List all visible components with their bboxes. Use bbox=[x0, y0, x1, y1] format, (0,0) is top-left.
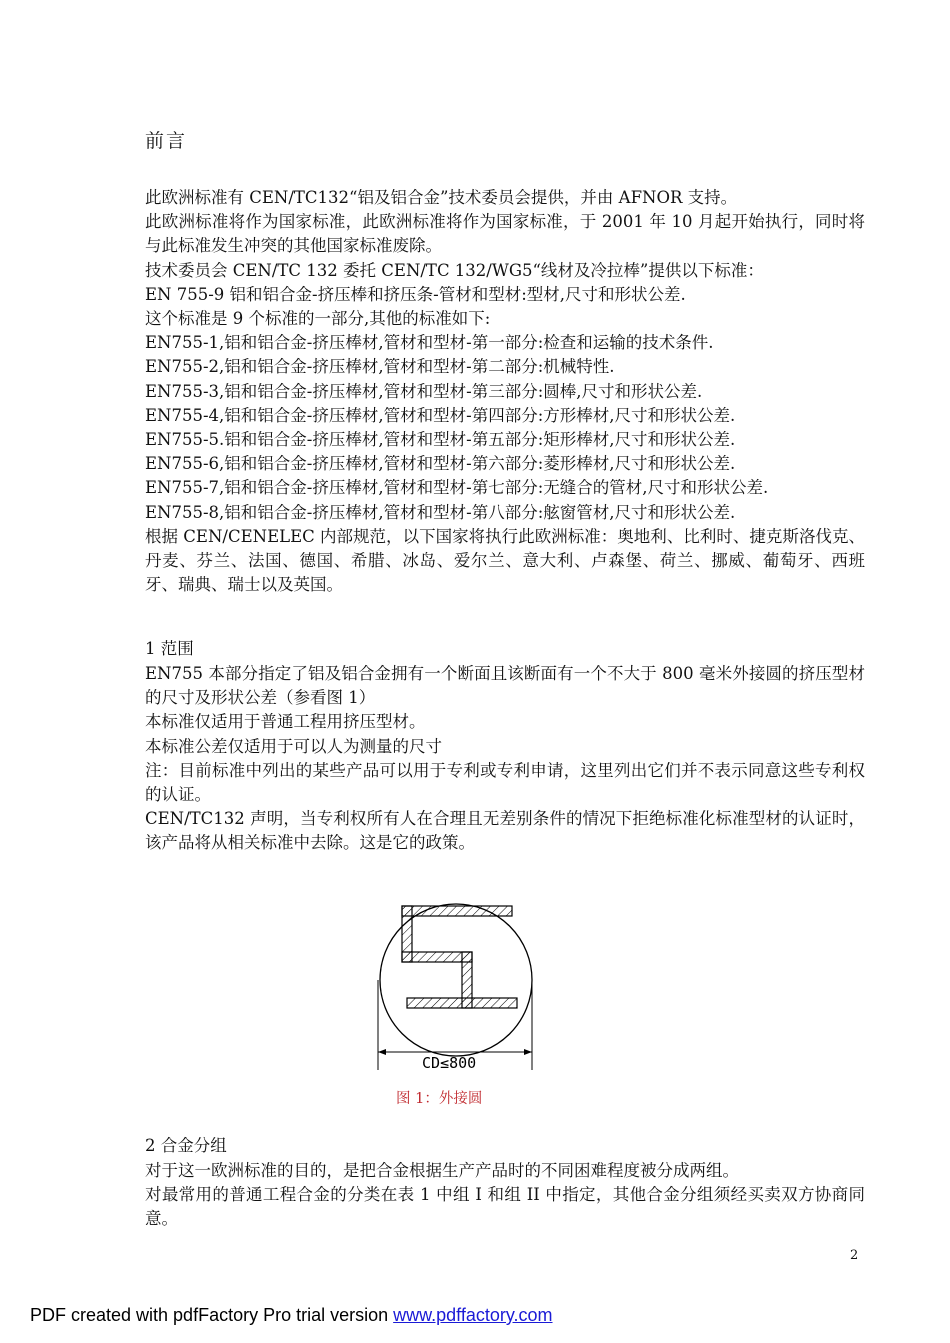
section-title: 2 合金分组 bbox=[145, 1136, 227, 1155]
paragraph: 对于这一欧洲标准的目的，是把合金根据生产产品时的不同困难程度被分成两组。 bbox=[145, 1161, 739, 1180]
paragraph: 根据 CEN/CENELEC 内部规范，以下国家将执行此欧洲标准：奥地利、比利时、捷克斯洛伐克、丹麦、芬兰、法国、德国、希腊、冰岛、爱尔兰、意大利、卢森堡、荷兰、挪威、葡萄牙、西班牙、瑞典、瑞士以及英国。 bbox=[145, 526, 865, 595]
paragraph: EN755-3,铝和铝合金-挤压棒材,管材和型材-第三部分:圆棒,尺寸和形状公差. bbox=[145, 381, 703, 401]
section-title: 1 范围 bbox=[145, 639, 194, 658]
paragraph: EN755 本部分指定了铝及铝合金拥有一个断面且该断面有一个不大于 800 毫米外接圆的挤压型材的尺寸及形状公差（参看图 1） bbox=[145, 664, 865, 708]
page-heading: 前言 bbox=[145, 130, 188, 152]
circumscribed-circle-figure bbox=[372, 880, 542, 1075]
paragraph: 技术委员会 CEN/TC 132 委托 CEN/TC 132/WG5“线材及冷拉棒”提供以下标准： bbox=[145, 260, 764, 280]
paragraph: EN 755-9 铝和铝合金-挤压棒和挤压条-管材和型材:型材,尺寸和形状公差. bbox=[145, 284, 686, 304]
paragraph: 本标准公差仅适用于可以人为测量的尺寸 bbox=[145, 736, 442, 756]
paragraph: EN755-2,铝和铝合金-挤压棒材,管材和型材-第二部分:机械特性. bbox=[145, 357, 615, 377]
paragraph: 这个标准是 9 个标准的一部分,其他的标准如下: bbox=[145, 309, 491, 329]
paragraph: EN755-7,铝和铝合金-挤压棒材,管材和型材-第七部分:无缝合的管材,尺寸和形状公差. bbox=[145, 478, 769, 498]
alloy-section bbox=[145, 1159, 865, 1232]
paragraph: 对最常用的普通工程合金的分类在表 1 中组 I 和组 II 中指定，其他合金分组须经买卖双方协商同意。 bbox=[145, 1185, 865, 1229]
paragraph: 本标准仅适用于普通工程用挤压型材。 bbox=[145, 712, 426, 732]
paragraph: EN755-1,铝和铝合金-挤压棒材,管材和型材-第一部分:检查和运输的技术条件. bbox=[145, 333, 714, 353]
paragraph: EN755-8,铝和铝合金-挤压棒材,管材和型材-第八部分:舷窗管材,尺寸和形状公差. bbox=[145, 502, 736, 522]
paragraph: CEN/TC132 声明，当专利权所有人在合理且无差别条件的情况下拒绝标准化标准型材的认证时，该产品将从相关标准中去除。这是它的政策。 bbox=[145, 809, 865, 853]
paragraph: 此欧洲标准有 CEN/TC132“铝及铝合金”技术委员会提供，并由 AFNOR 支持。 bbox=[145, 188, 738, 207]
paragraph: EN755-6,铝和铝合金-挤压棒材,管材和型材-第六部分:菱形棒材,尺寸和形状公差. bbox=[145, 454, 736, 474]
paragraph: 此欧洲标准将作为国家标准，此欧洲标准将作为国家标准，于 2001 年 10 月起开始执行，同时将与此标准发生冲突的其他国家标准废除。 bbox=[145, 212, 865, 256]
profile-section bbox=[402, 906, 517, 1008]
paragraph: EN755-5.铝和铝合金-挤压棒材,管材和型材-第五部分:矩形棒材,尺寸和形状公差. bbox=[145, 430, 736, 450]
section-title-alloy bbox=[145, 1134, 865, 1158]
paragraph: 注：目前标准中列出的某些产品可以用于专利或专利申请，这里列出它们并不表示同意这些专利权的认证。 bbox=[145, 760, 865, 805]
page-number: 2 bbox=[850, 1248, 859, 1263]
footer-link[interactable]: www.pdffactory.com bbox=[393, 1305, 553, 1325]
section-title-scope bbox=[145, 637, 865, 661]
pdf-footer bbox=[30, 1305, 553, 1326]
scope-section bbox=[145, 662, 865, 856]
figure-caption: 图 1：外接圆 bbox=[396, 1091, 483, 1107]
dimension-label: CD≤800 bbox=[422, 1054, 477, 1072]
paragraph: EN755-4,铝和铝合金-挤压棒材,管材和型材-第四部分:方形棒材,尺寸和形状公差. bbox=[145, 405, 736, 425]
foreword-section bbox=[145, 186, 865, 597]
footer-text: PDF created with pdfFactory Pro trial version bbox=[30, 1305, 394, 1325]
